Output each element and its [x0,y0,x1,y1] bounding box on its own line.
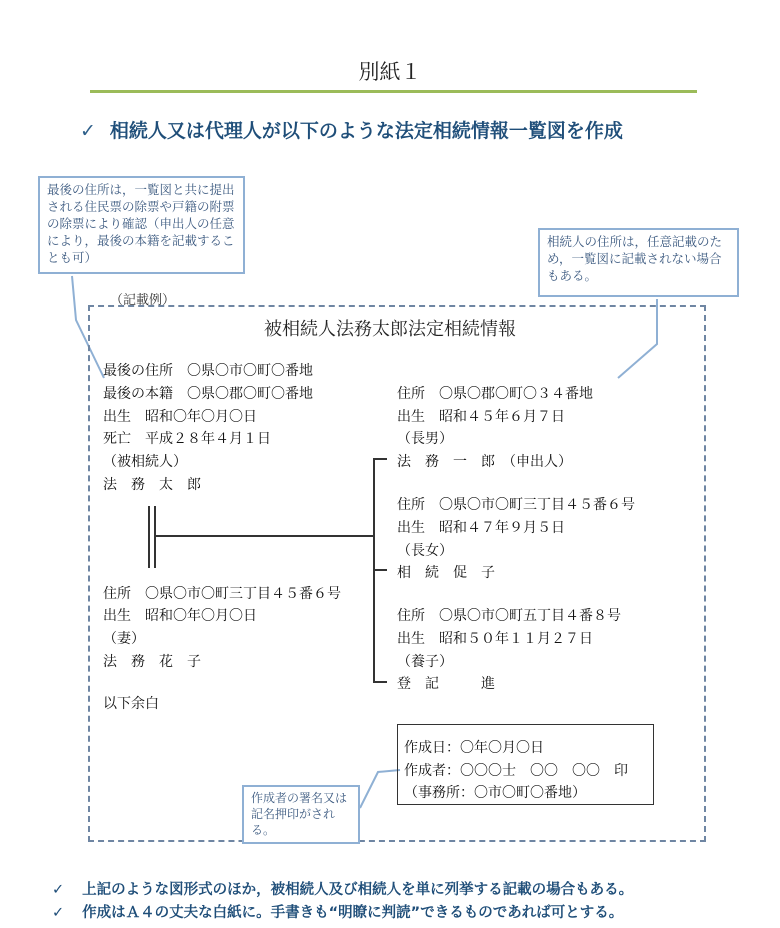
marriage-line-right [154,506,156,568]
document-title: 別紙１ [358,60,422,84]
child2-name: 相 続 促 子 [397,565,495,581]
callout-signature-note: 作成者の署名又は記名押印がされる。 [242,785,360,844]
footer-note-2-text: 作成はＡ４の丈夫な白紙に。手書きも“明瞭に判読”できるものであれば可とする。 [82,905,624,921]
maker-office: （事務所：〇市〇町〇番地） [404,785,586,801]
maker-name: 作成者：〇〇〇士 〇〇 〇〇 印 [404,763,628,779]
remainder-note: 以下余白 [103,696,159,712]
marriage-line-left [148,506,150,568]
footer-note-1-text: 上記のような図形式のほか，被相続人及び相続人を単に列挙する記載の場合もある。 [82,882,634,898]
child1-address: 住所 〇県〇郡〇町〇３４番地 [397,386,593,402]
spouse-role: （妻） [103,631,145,647]
deceased-death: 死亡 平成２８年４月１日 [103,431,271,447]
child3-birth: 出生 昭和５０年１１月２７日 [397,631,593,647]
callout-heir-address-note: 相続人の住所は，任意記載のため，一覧図に記載されない場合もある。 [538,228,739,297]
child2-birth: 出生 昭和４７年９月５日 [397,520,565,536]
footer-note-2 [52,901,623,922]
child3-role: （養子） [397,654,453,670]
deceased-last-address: 最後の住所 〇県〇市〇町〇番地 [103,363,313,379]
descent-line [156,535,374,537]
footer-note-1 [52,878,633,899]
spouse-name: 法 務 花 子 [103,654,201,670]
check-icon: ✓ [52,882,65,898]
child3-branch [373,681,387,683]
child2-address: 住所 〇県〇市〇町三丁目４５番６号 [397,497,635,513]
example-label: （記載例） [110,293,176,308]
spouse-address: 住所 〇県〇市〇町三丁目４５番６号 [103,586,341,602]
check-icon: ✓ [80,120,96,142]
child1-role: （長男） [397,431,453,447]
child1-birth: 出生 昭和４５年６月７日 [397,409,565,425]
maker-date: 作成日：〇年〇月〇日 [404,740,544,756]
headline-text: 相続人又は代理人が以下のような法定相続情報一覧図を作成 [109,120,623,142]
deceased-last-domicile: 最後の本籍 〇県〇郡〇町〇番地 [103,386,313,402]
child3-address: 住所 〇県〇市〇町五丁目４番８号 [397,608,621,624]
chart-title: 被相続人法務太郎法定相続情報 [264,319,516,340]
spouse-birth: 出生 昭和〇年〇月〇日 [103,608,257,624]
check-icon: ✓ [52,905,65,921]
deceased-birth: 出生 昭和〇年〇月〇日 [103,409,257,425]
deceased-role: （被相続人） [103,454,187,470]
child1-name: 法 務 一 郎 （申出人） [397,454,572,470]
child2-role: （長女） [397,543,453,559]
child2-branch [373,569,387,571]
callout-last-address-note: 最後の住所は，一覧図と共に提出される住民票の除票や戸籍の附票の除票により確認（申出人の任意により，最後の本籍を記載することも可） [38,176,245,274]
child1-branch [373,458,387,460]
child3-name: 登 記 進 [397,676,495,692]
deceased-name: 法 務 太 郎 [103,477,201,493]
